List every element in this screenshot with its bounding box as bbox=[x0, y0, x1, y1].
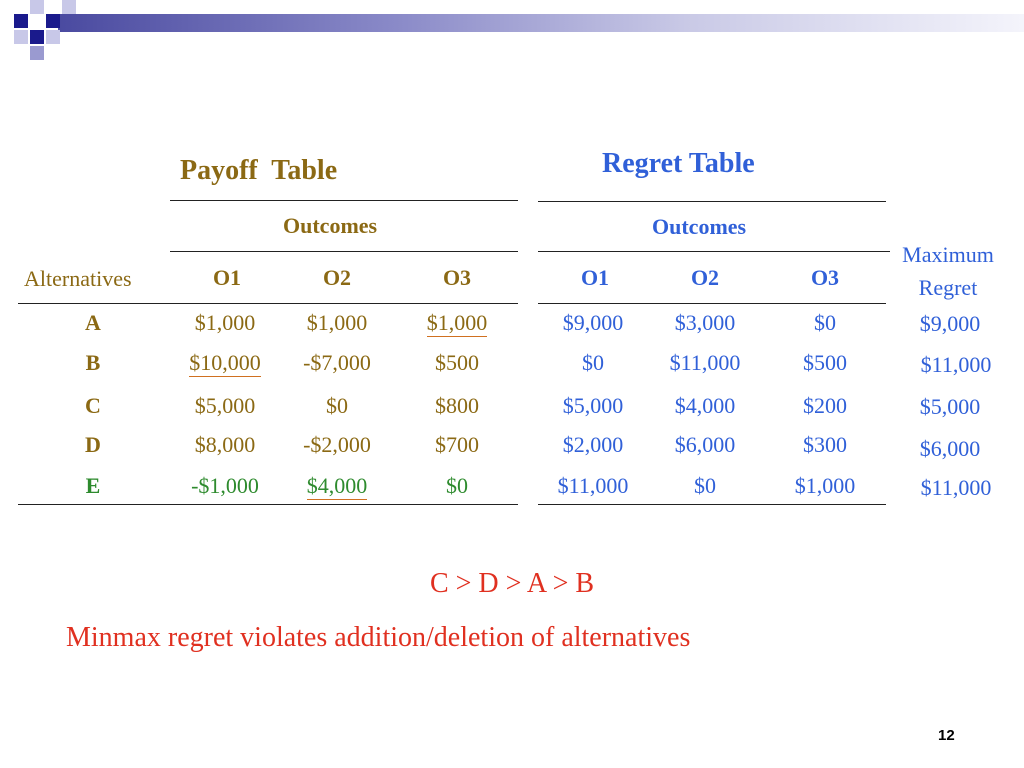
deco-square bbox=[46, 14, 60, 28]
max-regret-cell: $5,000 bbox=[919, 394, 981, 419]
payoff-cell-highlighted: $1,000 bbox=[426, 310, 488, 335]
payoff-cell: $5,000 bbox=[194, 393, 256, 418]
regret-cell: $300 bbox=[803, 432, 847, 457]
regret-col-header-o2: O2 bbox=[690, 265, 720, 290]
payoff-cell: $1,000 bbox=[194, 310, 256, 335]
maximum-regret-label bbox=[885, 238, 1011, 304]
regret-cell: $200 bbox=[803, 393, 847, 418]
max-regret-cell: $6,000 bbox=[919, 436, 981, 461]
payoff-cell: -$7,000 bbox=[303, 350, 371, 375]
alternative-label-b: B bbox=[85, 350, 101, 375]
regret-cell: $11,000 bbox=[669, 350, 741, 375]
payoff-col-header-o1: O1 bbox=[212, 265, 242, 290]
deco-square bbox=[14, 14, 28, 28]
max-regret-cell: $11,000 bbox=[920, 352, 992, 377]
regret-col-header-o1: O1 bbox=[580, 265, 610, 290]
regret-header-rule bbox=[538, 303, 886, 304]
regret-cell: $2,000 bbox=[562, 432, 624, 457]
payoff-top-rule bbox=[170, 200, 518, 201]
regret-cell: $9,000 bbox=[562, 310, 624, 335]
regret-cell: $6,000 bbox=[674, 432, 736, 457]
regret-cell: $3,000 bbox=[674, 310, 736, 335]
payoff-cell: $0 bbox=[446, 473, 468, 498]
max-regret-cell: $11,000 bbox=[920, 475, 992, 500]
regret-cell: $0 bbox=[694, 473, 716, 498]
payoff-cell: $500 bbox=[435, 350, 479, 375]
maximum-regret-label-line2: Regret bbox=[918, 275, 978, 300]
regret-cell: $11,000 bbox=[557, 473, 629, 498]
regret-cell: $0 bbox=[814, 310, 836, 335]
deco-square bbox=[62, 0, 76, 14]
payoff-cell: $0 bbox=[326, 393, 348, 418]
max-regret-cell: $9,000 bbox=[919, 311, 981, 336]
slide-header-decoration bbox=[0, 0, 1024, 70]
regret-cell: $5,000 bbox=[562, 393, 624, 418]
regret-mid-rule bbox=[538, 251, 890, 252]
regret-cell: $4,000 bbox=[674, 393, 736, 418]
deco-square bbox=[14, 30, 28, 44]
regret-bottom-rule bbox=[538, 504, 886, 505]
regret-table-title: Regret Table bbox=[602, 148, 755, 179]
payoff-cell: -$2,000 bbox=[303, 432, 371, 457]
alternative-label-d: D bbox=[85, 432, 101, 457]
payoff-mid-rule bbox=[170, 251, 518, 252]
payoff-cell: $800 bbox=[435, 393, 479, 418]
payoff-bottom-rule bbox=[18, 504, 518, 505]
slide-number: 12 bbox=[938, 727, 955, 744]
regret-outcomes-label: Outcomes bbox=[652, 214, 747, 239]
alternative-label-e: E bbox=[85, 473, 101, 498]
payoff-col-header-o2: O2 bbox=[322, 265, 352, 290]
payoff-cell: -$1,000 bbox=[191, 473, 259, 498]
payoff-col-header-o3: O3 bbox=[442, 265, 472, 290]
regret-cell: $1,000 bbox=[794, 473, 856, 498]
header-gradient-band bbox=[58, 14, 1024, 32]
alternatives-label: Alternatives bbox=[24, 266, 132, 291]
alternative-label-c: C bbox=[85, 393, 101, 418]
payoff-cell-highlighted: $4,000 bbox=[306, 473, 368, 498]
regret-col-header-o3: O3 bbox=[810, 265, 840, 290]
deco-square bbox=[30, 30, 44, 44]
payoff-header-rule bbox=[18, 303, 518, 304]
payoff-cell-highlighted: $10,000 bbox=[189, 350, 261, 375]
regret-top-rule bbox=[538, 201, 886, 202]
payoff-table-title: Payoff Table bbox=[180, 155, 338, 186]
payoff-cell: $1,000 bbox=[306, 310, 368, 335]
alternative-label-a: A bbox=[85, 310, 101, 335]
payoff-cell: $8,000 bbox=[194, 432, 256, 457]
regret-cell: $0 bbox=[582, 350, 604, 375]
maximum-regret-label-line1: Maximum bbox=[902, 242, 994, 267]
conclusion-note: Minmax regret violates addition/deletion of alternatives bbox=[66, 622, 691, 653]
deco-square bbox=[46, 30, 60, 44]
deco-square bbox=[30, 0, 44, 14]
deco-square bbox=[30, 46, 44, 60]
ranking-text: C > D > A > B bbox=[429, 568, 595, 599]
payoff-outcomes-label: Outcomes bbox=[283, 213, 378, 238]
payoff-cell: $700 bbox=[435, 432, 479, 457]
regret-cell: $500 bbox=[803, 350, 847, 375]
